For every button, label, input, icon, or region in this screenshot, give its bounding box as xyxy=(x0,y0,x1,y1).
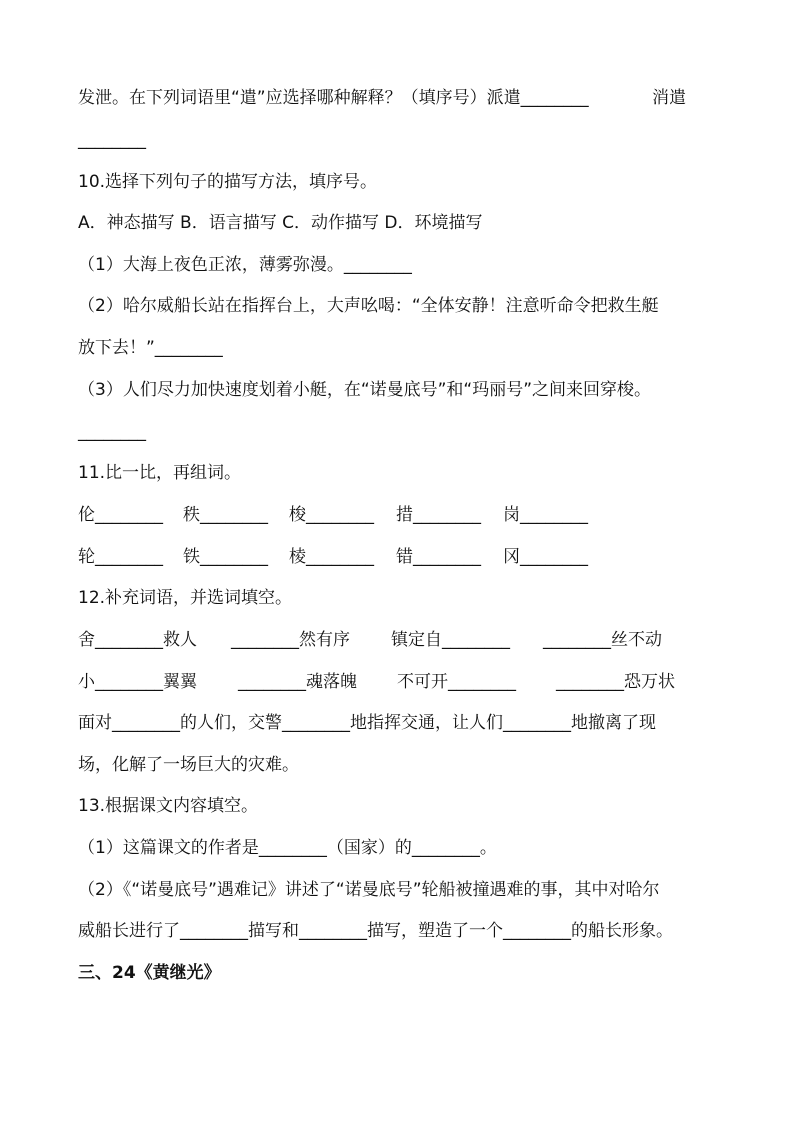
q9-continuation-line: 发泄。在下列词语里“遣”应选择哪种解释？（填序号）派遣________ xyxy=(78,88,589,108)
q11-row1-word: 措________ xyxy=(396,505,481,525)
q12-sentence-line-1: 面对________的人们，交警________地指挥交通，让人们________地撤离了现 xyxy=(78,713,656,733)
q11-row1-word: 梭________ xyxy=(289,505,374,525)
q13-title: 13.根据课文内容填空。 xyxy=(78,796,259,816)
q10-title: 10.选择下列句子的描写方法，填序号。 xyxy=(78,172,378,192)
q11-row1-word: 伦________ xyxy=(78,505,163,525)
q13-item-2-line-1: （2）《“诺曼底号”遇难记》讲述了“诺曼底号”轮船被撞遇难的事，其中对哈尔 xyxy=(78,880,660,900)
q11-row2-word: 轮________ xyxy=(78,547,163,567)
q9-xiaoqian-word: 消遣 xyxy=(652,88,686,108)
q12-row2-idiom: ________恐万状 xyxy=(556,672,675,692)
q12-title: 12.补充词语，并选词填空。 xyxy=(78,588,293,608)
q11-title: 11.比一比，再组词。 xyxy=(78,463,242,483)
q12-row2-idiom: 不可开________ xyxy=(397,672,516,692)
q10-item-2-line-1: （2）哈尔威船长站在指挥台上，大声吆喝：“全体安静！注意听命令把救生艇 xyxy=(78,296,659,316)
q11-row2-word: 错________ xyxy=(396,547,481,567)
q10-item-3: （3）人们尽力加快速度划着小艇，在“诺曼底号”和“玛丽号”之间来回穿梭。 xyxy=(78,380,652,400)
q13-item-1: （1）这篇课文的作者是________（国家）的________。 xyxy=(78,838,497,858)
q10-item-2-line-2: 放下去！”________ xyxy=(78,338,223,358)
q12-row1-idiom: 镇定自________ xyxy=(391,630,510,650)
q12-row2-idiom: 小________翼翼 xyxy=(78,672,197,692)
q12-row1-idiom: ________然有序 xyxy=(231,630,350,650)
q10-options: A．神态描写 B．语言描写 C．动作描写 D．环境描写 xyxy=(78,213,483,233)
q9-xiaoqian-blank: ________ xyxy=(78,130,146,150)
q13-item-2-line-2: 威船长进行了________描写和________描写，塑造了一个________的船长形象。 xyxy=(78,921,673,941)
q10-item-1: （1）大海上夜色正浓，薄雾弥漫。________ xyxy=(78,255,412,275)
q11-row2-word: 棱________ xyxy=(289,547,374,567)
q11-row1-word: 岗________ xyxy=(503,505,588,525)
q11-row2-word: 铁________ xyxy=(183,547,268,567)
q12-row2-idiom: ________魂落魄 xyxy=(238,672,357,692)
q10-item-3-blank: ________ xyxy=(78,422,146,442)
q11-row1-word: 秩________ xyxy=(183,505,268,525)
section-3-heading: 三、24《黄继光》 xyxy=(78,963,221,983)
q12-row1-idiom: ________丝不动 xyxy=(543,630,662,650)
q12-sentence-line-2: 场，化解了一场巨大的灾难。 xyxy=(78,755,299,775)
q12-row1-idiom: 舍________救人 xyxy=(78,630,197,650)
q11-row2-word: 冈________ xyxy=(503,547,588,567)
